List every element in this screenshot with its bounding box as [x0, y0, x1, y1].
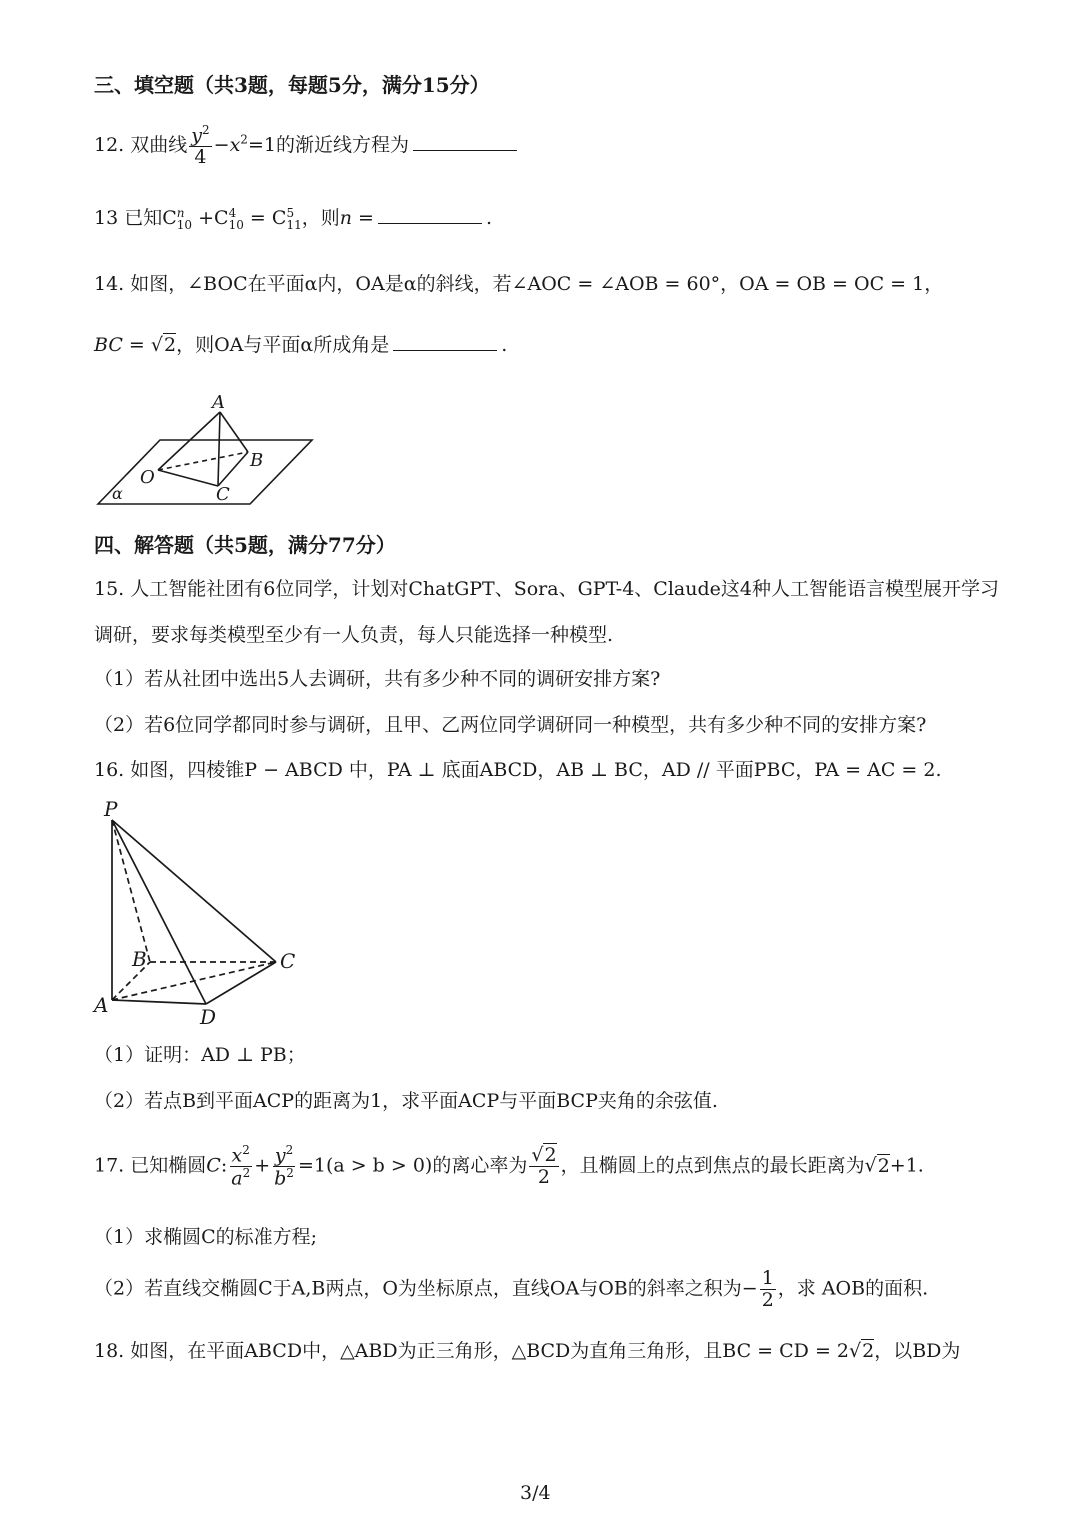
- label-P: P: [104, 798, 118, 821]
- edge-AD: [112, 1000, 206, 1004]
- q14-line2-text: ，则OA与平面α所成角是: [176, 334, 390, 356]
- plane-alpha: [98, 440, 312, 504]
- question-14-line2: BC = √2，则OA与平面α所成角是 .: [94, 334, 508, 356]
- q17-frac-y: [272, 1144, 296, 1189]
- q17-frac-x: [229, 1144, 252, 1189]
- q17-f2-den: b: [274, 1167, 287, 1190]
- q12-prefix: 双曲线: [130, 134, 188, 157]
- q17-p2-b: ，求 AOB的面积.: [777, 1277, 929, 1300]
- section-title-solve: 四、解答题（共5题，满分77分）: [94, 533, 396, 557]
- q18-text-a: 18. 如图，在平面ABCD中，△ABD为正三角形，△BCD为直角三角形，且BC = CD = 2: [94, 1340, 850, 1362]
- label-O: O: [140, 467, 155, 488]
- q17-end: +1.: [889, 1154, 924, 1177]
- q12-fraction: [189, 124, 211, 168]
- section-title-fill-in: 三、填空题（共3题，每题5分，满分15分）: [94, 73, 490, 97]
- q13-c2: C: [214, 207, 229, 229]
- label-A: A: [212, 392, 225, 413]
- edge-AB: [220, 412, 248, 452]
- q13-answer-blank[interactable]: [378, 222, 482, 224]
- question-15-part1: （1）若从社团中选出5人去调研，共有多少种不同的调研安排方案?: [94, 668, 661, 690]
- question-16-part1: （1）证明：AD ⊥ PB；: [94, 1044, 306, 1066]
- label-C: C: [216, 484, 230, 505]
- question-16-part2: （2）若点B到平面ACP的距离为1，求平面ACP与平面BCP夹角的余弦值.: [94, 1090, 718, 1112]
- q16-figure: [92, 798, 312, 1030]
- q18-sqrt: 2: [862, 1340, 875, 1362]
- q17-f2-num-sup: 2: [285, 1143, 294, 1157]
- q17-prefix: 已知椭圆: [130, 1154, 207, 1177]
- q17-p2-a: （2）若直线交椭圆C于A,B两点，O为坐标原点，直线OA与OB的斜率之积为−: [94, 1277, 758, 1300]
- label-A: A: [94, 993, 109, 1017]
- q13-end: .: [485, 207, 492, 229]
- question-17-line1: 17. 已知椭圆C: $\frac{x^2}{a^2}$ + $\frac{y^2}{b^2}$ =1(a > b > 0)的离心率为 $\frac{√2}{2}$ ，且椭圆上的点到焦点的最长距离为√2+1.: [94, 1143, 924, 1190]
- q13-c3-sup: 5: [286, 206, 295, 220]
- q13-c3: C: [271, 207, 287, 229]
- q17-f2-den-sup: 2: [286, 1166, 294, 1181]
- q12-suffix: 的渐近线方程为: [275, 134, 409, 157]
- q17-end-sqrt: 2: [877, 1154, 890, 1177]
- q13-eq2: =: [358, 207, 374, 229]
- q13-eq: =: [249, 207, 266, 229]
- q13-c1-sup: n: [176, 206, 185, 220]
- q17-f1-den-sup: 2: [242, 1166, 251, 1181]
- q13-c3-sub: 11: [286, 218, 302, 232]
- edge-PB: [112, 820, 150, 962]
- q14-answer-blank[interactable]: [393, 349, 497, 351]
- q17-mid2: ，且椭圆上的点到焦点的最长距离为: [560, 1154, 865, 1177]
- question-13: [94, 207, 492, 231]
- q17-p2-num: 1: [761, 1267, 774, 1289]
- question-15-line1: 15. 人工智能社团有6位同学，计划对ChatGPT、Sora、GPT-4、Claude这4种人工智能语言模型展开学习: [94, 578, 999, 600]
- edge-PD: [112, 820, 206, 1004]
- q17-e-den: 2: [537, 1166, 551, 1189]
- q12-eq: =1: [247, 134, 276, 157]
- page-number: 3/4: [520, 1482, 551, 1504]
- q12-answer-blank[interactable]: [413, 149, 517, 151]
- question-16-line1: 16. 如图，四棱锥P − ABCD 中，PA ⊥ 底面ABCD，AB ⊥ BC，AD // 平面PBC，PA = AC = 2.: [94, 759, 942, 781]
- q17-f1-num: x: [231, 1144, 243, 1167]
- q13-number: 13: [94, 207, 119, 229]
- q13-c2-sub: 10: [228, 218, 244, 232]
- label-C: C: [280, 949, 296, 973]
- edge-AC: [218, 412, 220, 486]
- q12-frac-num-sup: 2: [202, 123, 210, 137]
- q12-minus: −: [213, 134, 230, 157]
- q17-f1-den: a: [231, 1167, 243, 1190]
- q13-c1-sub: 10: [176, 218, 193, 232]
- q13-n: n: [339, 207, 352, 229]
- q13-plus: +: [198, 207, 215, 229]
- q17-plus: +: [254, 1154, 271, 1177]
- q12-frac-num: y: [191, 124, 203, 147]
- label-D: D: [200, 1005, 217, 1029]
- q13-c2-sup: 4: [228, 206, 237, 220]
- q17-p2-frac: [760, 1268, 776, 1311]
- question-15-line2: 调研，要求每类模型至少有一人负责，每人只能选择一种模型.: [94, 624, 614, 646]
- label-B: B: [250, 450, 264, 471]
- question-14-line1: 14. 如图，∠BOC在平面α内，OA是α的斜线，若∠AOC = ∠AOB = 60°，OA = OB = OC = 1，: [94, 273, 944, 295]
- q13-c1: C: [162, 207, 177, 229]
- question-17-part1: （1）求椭圆C的标准方程;: [94, 1226, 318, 1248]
- q17-colon: :: [220, 1154, 228, 1177]
- q13-mid: ，则: [301, 207, 340, 229]
- edge-OC: [158, 470, 218, 486]
- q13-prefix: 已知: [124, 207, 163, 229]
- label-alpha: α: [112, 484, 123, 503]
- question-12: [94, 124, 521, 168]
- q12-number: 12.: [94, 134, 125, 157]
- q17-eccentricity: $\frac{√2}{2}$: [531, 1144, 557, 1189]
- question-18-line1: 18. 如图，在平面ABCD中，△ABD为正三角形，△BCD为直角三角形，且BC = CD = 2√2，以BD为: [94, 1340, 961, 1362]
- q17-f2-num: y: [274, 1144, 286, 1167]
- q17-p2-den: 2: [761, 1288, 774, 1311]
- question-15-part2: （2）若6位同学都同时参与调研，且甲、乙两位同学调研同一种模型，共有多少种不同的安排方案?: [94, 714, 927, 736]
- q12-frac-den: 4: [194, 146, 207, 169]
- q17-C: C: [206, 1154, 221, 1177]
- edge-OA: [158, 412, 220, 470]
- question-17-part2: [94, 1268, 928, 1311]
- q12-x-sup: 2: [240, 132, 248, 147]
- q17-eq: =1(a > b > 0): [297, 1154, 433, 1177]
- q14-figure: [90, 388, 320, 508]
- q14-bc: BC =: [94, 334, 151, 356]
- q17-f1-num-sup: 2: [242, 1143, 250, 1157]
- q17-number: 17.: [94, 1154, 125, 1177]
- q12-x: x: [229, 134, 241, 157]
- q14-sqrt: 2: [163, 334, 177, 356]
- edge-PC: [112, 820, 276, 962]
- q17-mid: 的离心率为: [432, 1154, 528, 1177]
- q18-text-b: ，以BD为: [874, 1340, 961, 1362]
- q17-e-num: 2: [544, 1144, 557, 1167]
- edge-DC: [206, 962, 276, 1004]
- label-B: B: [132, 947, 147, 971]
- q14-end: .: [501, 334, 508, 356]
